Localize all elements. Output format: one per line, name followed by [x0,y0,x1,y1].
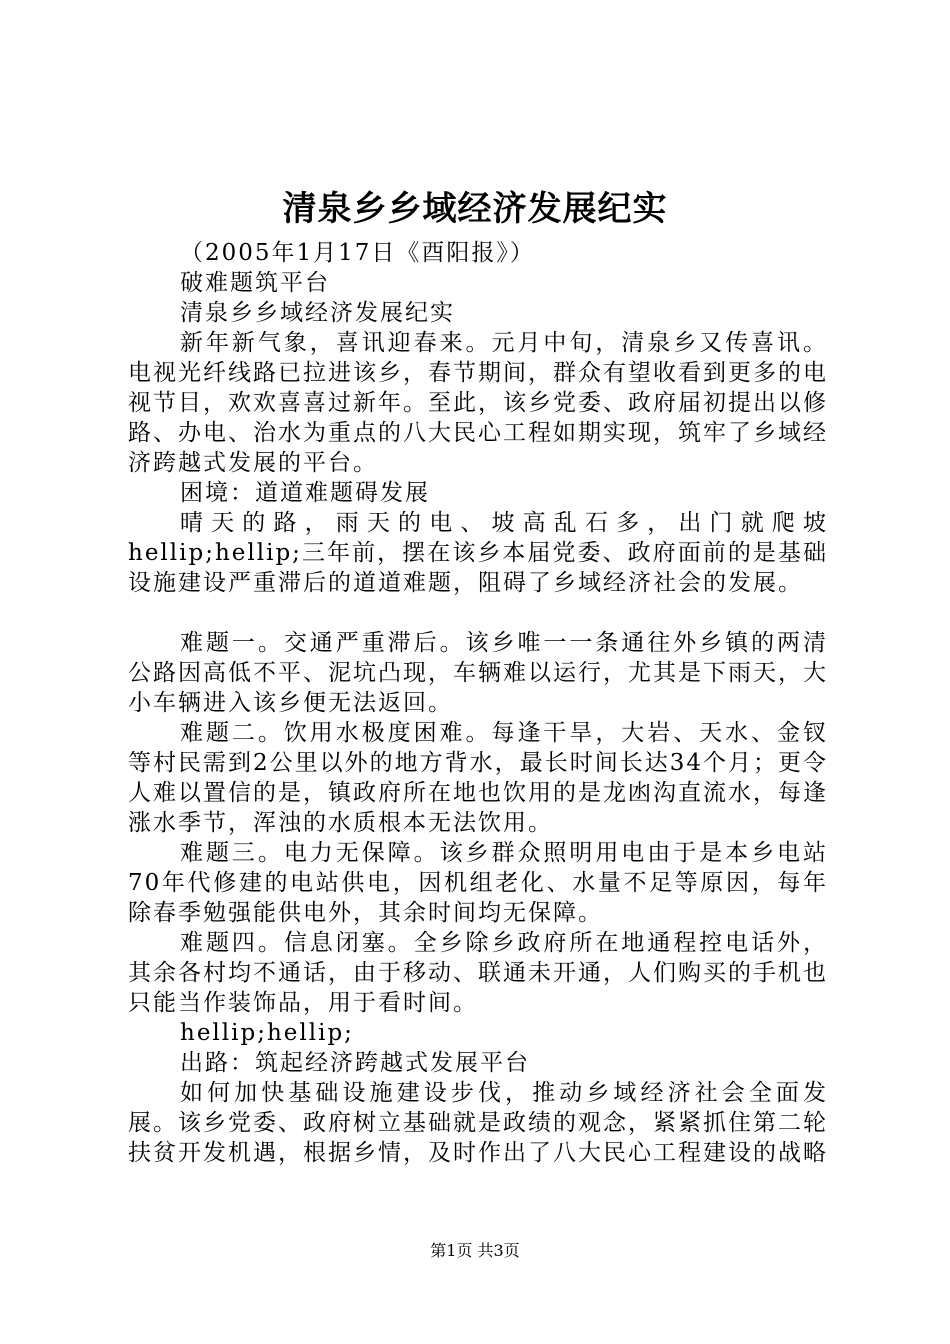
paragraph: 难题四。信息闭塞。全乡除乡政府所在地通程控电话外，其余各村均不通话，由于移动、联通未开通，人们购买的手机也只能当作装饰品，用于看时间。 [128,930,828,1016]
subheading: 破难题筑平台 [180,270,330,296]
paragraph: 难题一。交通严重滞后。该乡唯一一条通往外乡镇的两清公路因高低不平、泥坑凸现，车辆难以运行，尤其是下雨天，大小车辆进入该乡便无法返回。 [128,630,828,716]
subheading: 清泉乡乡域经济发展纪实 [180,300,455,326]
section-heading: 困境：道道难题碍发展 [180,480,430,506]
paragraph: 难题三。电力无保障。该乡群众照明用电由于是本乡电站70年代修建的电站供电，因机组老化、水量不足等原因，每年除春季勉强能供电外，其余时间均无保障。 [128,840,828,926]
paragraph: 新年新气象，喜讯迎春来。元月中旬，清泉乡又传喜讯。电视光纤线路已拉进该乡，春节期间，群众有望收看到更多的电视节目，欢欢喜喜过新年。至此，该乡党委、政府届初提出以修路、办电、治水为重点的八大民心工程如期实现，筑牢了乡域经济跨越式发展的平台。 [128,330,828,476]
document-body [128,238,828,1168]
page-footer: 第1页 共3页 [430,1241,520,1260]
paragraph: 晴天的路，雨天的电、坡高乱石多，出门就爬坡hellip;hellip;三年前，摆在该乡本届党委、政府面前的是基础设施建设严重滞后的道道难题，阻碍了乡域经济社会的发展。 [128,510,828,596]
paragraph: 如何加快基础设施建设步伐，推动乡域经济社会全面发展。该乡党委、政府树立基础就是政绩的观念，紧紧抓住第二轮扶贫开发机遇，根据乡情，及时作出了八大民心工程建设的战略 [128,1080,828,1166]
paragraph: 难题二。饮用水极度困难。每逢干旱，大岩、天水、金钗等村民需到2公里以外的地方背水，最长时间长达34个月；更令人难以置信的是，镇政府所在地也饮用的是龙凼沟直流水，每逢涨水季节，浑浊的水质根本无法饮用。 [128,720,828,836]
document-title: 清泉乡乡域经济发展纪实 [282,189,668,229]
section-heading: 出路：筑起经济跨越式发展平台 [180,1050,530,1076]
source-line: （2005年1月17日《酉阳报》） [180,240,535,266]
ellipsis-line: hellip;hellip; [180,1020,354,1046]
